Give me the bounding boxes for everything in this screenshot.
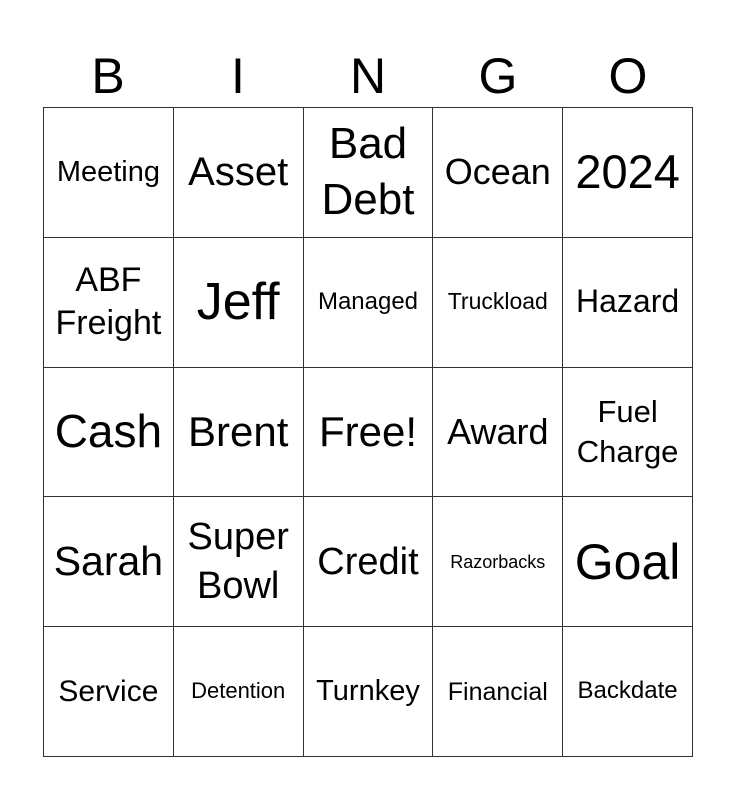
bingo-cell-r5-c3[interactable]: Turnkey — [304, 627, 434, 757]
bingo-cell-r2-c3[interactable]: Managed — [304, 238, 434, 368]
bingo-cell-r2-c1[interactable]: ABF Freight — [44, 238, 174, 368]
header-letter-b: B — [91, 48, 125, 104]
bingo-cell-r5-c2[interactable]: Detention — [174, 627, 304, 757]
bingo-cell-r4-c4[interactable]: Razorbacks — [433, 497, 563, 627]
header-letter-i: I — [231, 48, 245, 104]
bingo-cell-r4-c2[interactable]: Super Bowl — [174, 497, 304, 627]
bingo-board — [43, 107, 693, 757]
bingo-cell-r3-c5[interactable]: Fuel Charge — [563, 368, 693, 498]
bingo-cell-r4-c1[interactable]: Sarah — [44, 497, 174, 627]
bingo-header — [43, 46, 693, 106]
bingo-cell-r5-c1[interactable]: Service — [44, 627, 174, 757]
bingo-cell-r1-c3[interactable]: Bad Debt — [304, 108, 434, 238]
bingo-cell-r3-c2[interactable]: Brent — [174, 368, 304, 498]
bingo-cell-r4-c5[interactable]: Goal — [563, 497, 693, 627]
bingo-cell-r4-c3[interactable]: Credit — [304, 497, 434, 627]
bingo-cell-r2-c5[interactable]: Hazard — [563, 238, 693, 368]
bingo-cell-r1-c4[interactable]: Ocean — [433, 108, 563, 238]
bingo-cell-r1-c5[interactable]: 2024 — [563, 108, 693, 238]
header-letter-g: G — [478, 48, 518, 104]
bingo-cell-r2-c2[interactable]: Jeff — [174, 238, 304, 368]
bingo-cell-r3-c4[interactable]: Award — [433, 368, 563, 498]
bingo-cell-r2-c4[interactable]: Truckload — [433, 238, 563, 368]
header-letter-n: N — [349, 48, 387, 104]
bingo-cell-r3-c3[interactable]: Free! — [304, 368, 434, 498]
bingo-cell-r1-c2[interactable]: Asset — [174, 108, 304, 238]
bingo-cell-r5-c4[interactable]: Financial — [433, 627, 563, 757]
bingo-cell-r3-c1[interactable]: Cash — [44, 368, 174, 498]
header-letter-o: O — [608, 48, 648, 104]
bingo-cell-r1-c1[interactable]: Meeting — [44, 108, 174, 238]
bingo-cell-r5-c5[interactable]: Backdate — [563, 627, 693, 757]
